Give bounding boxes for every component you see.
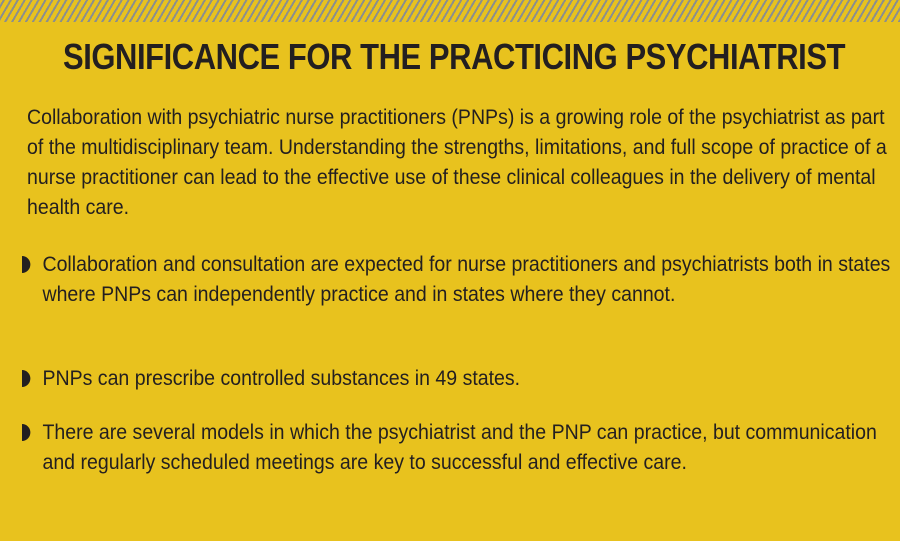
sidebar-title: SIGNIFICANCE FOR THE PRACTICING PSYCHIATRIST	[63, 36, 846, 77]
list-item-text: Collaboration and consultation are expected for nurse practitioners and psychiatrists both in states where PNPs can independently practice and in states where they cannot.	[42, 253, 891, 306]
half-circle-bullet-icon	[22, 370, 31, 387]
half-circle-bullet-icon	[22, 424, 31, 441]
half-circle-bullet-icon	[22, 256, 31, 273]
list-item-text: There are several models in which the psychiatrist and the PNP can practice, but communication and regularly scheduled meetings are key to successful and effective care.	[42, 421, 877, 474]
list-item	[22, 364, 896, 394]
list-item-text: PNPs can prescribe controlled substances in 49 states.	[42, 367, 521, 390]
intro-paragraph: Collaboration with psychiatric nurse practitioners (PNPs) is a growing role of the psychiatrist as part of the multidisciplinary team. Understanding the strengths, limitations, and full scope of practice of a nurse practitioner can lead to the effective use of these clinical colleagues in the delivery of mental health care.	[27, 106, 887, 219]
list-item	[22, 250, 896, 310]
hatched-top-border	[0, 0, 900, 22]
list-item	[22, 418, 896, 478]
